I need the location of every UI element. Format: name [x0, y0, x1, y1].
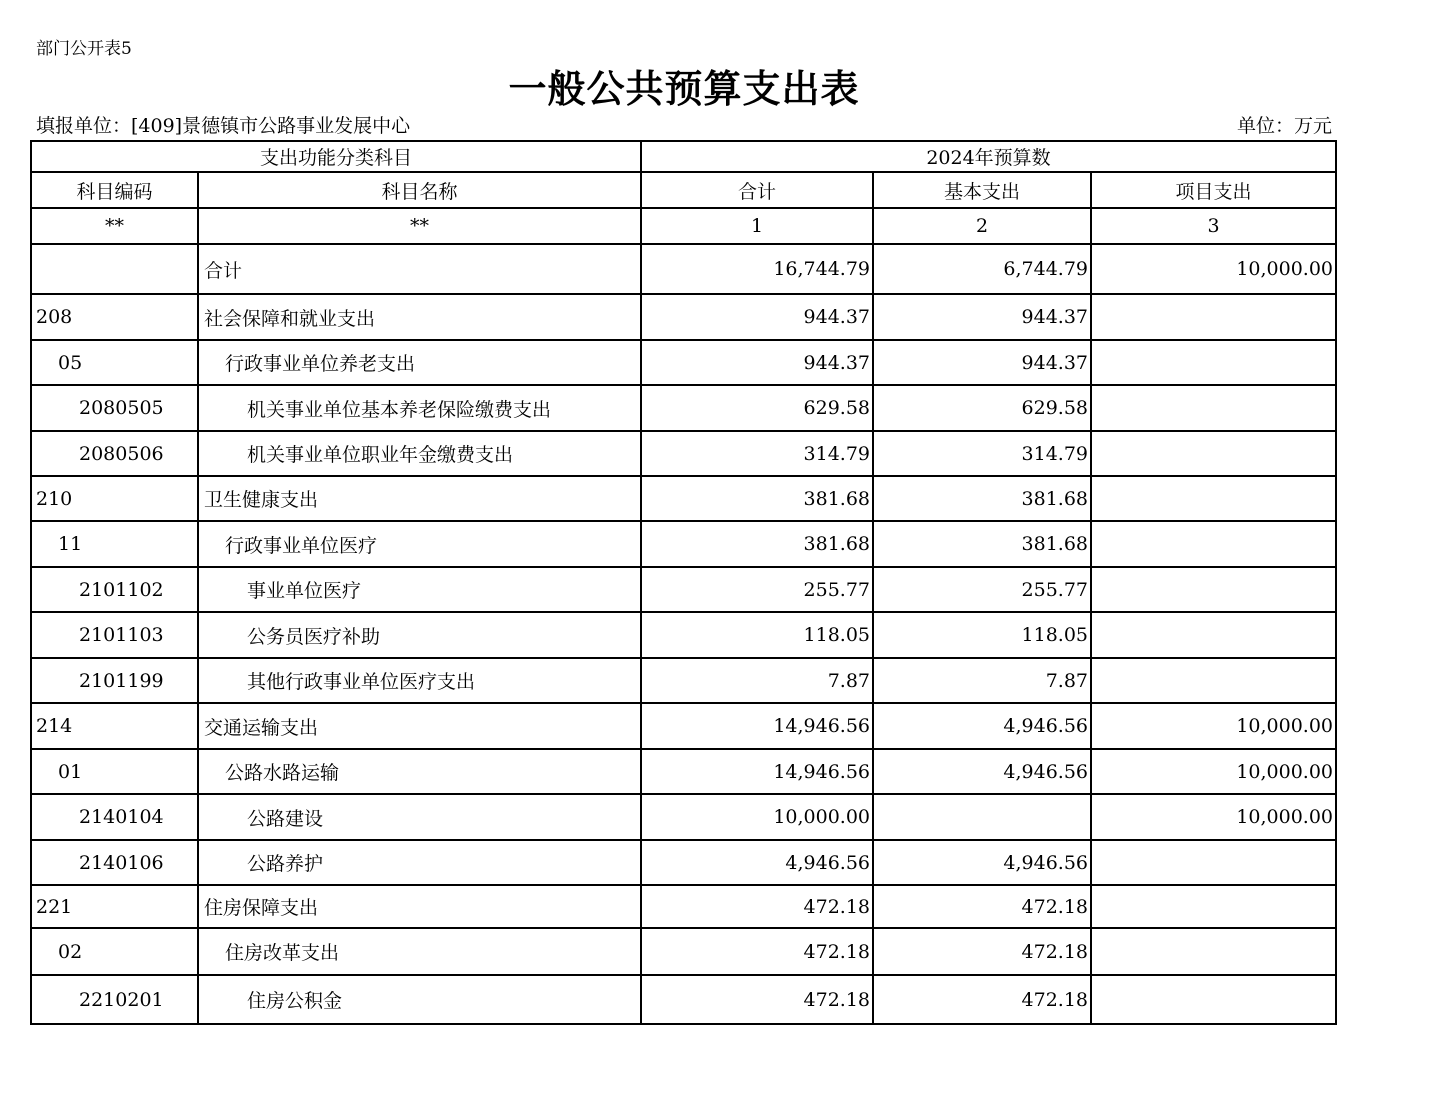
cell-project: 10,000.00 — [1091, 749, 1336, 794]
cell-basic: 314.79 — [873, 431, 1091, 476]
header-budget-year: 2024年预算数 — [641, 141, 1336, 172]
cell-total: 7.87 — [641, 658, 873, 703]
table-row — [31, 431, 1336, 476]
cell-basic: 255.77 — [873, 567, 1091, 612]
cell-code: 221 — [31, 885, 198, 928]
cell-total: 472.18 — [641, 975, 873, 1024]
cell-name: 卫生健康支出 — [198, 476, 641, 521]
cell-code: 2080505 — [31, 385, 198, 431]
cell-project: 10,000.00 — [1091, 703, 1336, 749]
index-basic: 2 — [873, 208, 1091, 244]
cell-code: 214 — [31, 703, 198, 749]
cell-code: 05 — [31, 340, 198, 385]
table-row — [31, 244, 1336, 294]
table-row — [31, 840, 1336, 885]
cell-basic: 4,946.56 — [873, 840, 1091, 885]
cell-project — [1091, 567, 1336, 612]
cell-total: 255.77 — [641, 567, 873, 612]
cell-basic: 472.18 — [873, 975, 1091, 1024]
cell-basic: 4,946.56 — [873, 749, 1091, 794]
cell-project — [1091, 975, 1336, 1024]
index-code: ** — [31, 208, 198, 244]
cell-basic — [873, 794, 1091, 840]
cell-total: 944.37 — [641, 340, 873, 385]
budget-table — [30, 140, 1337, 1025]
cell-name: 其他行政事业单位医疗支出 — [198, 658, 641, 703]
cell-code: 02 — [31, 928, 198, 975]
cell-project — [1091, 340, 1336, 385]
cell-code: 2101102 — [31, 567, 198, 612]
cell-code — [31, 244, 198, 294]
cell-total: 118.05 — [641, 612, 873, 658]
cell-name: 合计 — [198, 244, 641, 294]
cell-basic: 381.68 — [873, 476, 1091, 521]
table-row — [31, 567, 1336, 612]
cell-basic: 381.68 — [873, 521, 1091, 567]
cell-project — [1091, 476, 1336, 521]
reporting-unit: 填报单位：[409]景德镇市公路事业发展中心 — [36, 115, 411, 137]
cell-name: 社会保障和就业支出 — [198, 294, 641, 340]
cell-total: 10,000.00 — [641, 794, 873, 840]
cell-total: 16,744.79 — [641, 244, 873, 294]
cell-total: 944.37 — [641, 294, 873, 340]
cell-name: 住房保障支出 — [198, 885, 641, 928]
cell-code: 210 — [31, 476, 198, 521]
table-row — [31, 975, 1336, 1024]
cell-project: 10,000.00 — [1091, 244, 1336, 294]
cell-project — [1091, 521, 1336, 567]
table-row — [31, 385, 1336, 431]
index-total: 1 — [641, 208, 873, 244]
header-index-row — [31, 208, 1336, 244]
cell-basic: 472.18 — [873, 885, 1091, 928]
cell-basic: 6,744.79 — [873, 244, 1091, 294]
cell-code: 01 — [31, 749, 198, 794]
cell-total: 629.58 — [641, 385, 873, 431]
cell-total: 472.18 — [641, 885, 873, 928]
cell-project — [1091, 885, 1336, 928]
table-row — [31, 476, 1336, 521]
cell-name: 公路水路运输 — [198, 749, 641, 794]
table-row — [31, 703, 1336, 749]
cell-basic: 944.37 — [873, 294, 1091, 340]
header-code: 科目编码 — [31, 172, 198, 208]
table-row — [31, 658, 1336, 703]
table-row — [31, 885, 1336, 928]
table-row — [31, 340, 1336, 385]
cell-name: 行政事业单位医疗 — [198, 521, 641, 567]
cell-name: 公务员医疗补助 — [198, 612, 641, 658]
cell-name: 住房公积金 — [198, 975, 641, 1024]
cell-basic: 629.58 — [873, 385, 1091, 431]
cell-project — [1091, 840, 1336, 885]
table-row — [31, 521, 1336, 567]
cell-basic: 472.18 — [873, 928, 1091, 975]
table-row — [31, 794, 1336, 840]
table-row — [31, 612, 1336, 658]
cell-basic: 4,946.56 — [873, 703, 1091, 749]
cell-code: 2080506 — [31, 431, 198, 476]
cell-project — [1091, 385, 1336, 431]
cell-code: 2140106 — [31, 840, 198, 885]
cell-project — [1091, 928, 1336, 975]
header-group-row — [31, 141, 1336, 172]
cell-code: 2140104 — [31, 794, 198, 840]
currency-unit: 单位：万元 — [1236, 115, 1332, 137]
cell-total: 381.68 — [641, 521, 873, 567]
cell-project — [1091, 294, 1336, 340]
cell-basic: 944.37 — [873, 340, 1091, 385]
cell-name: 行政事业单位养老支出 — [198, 340, 641, 385]
cell-name: 机关事业单位基本养老保险缴费支出 — [198, 385, 641, 431]
table-row — [31, 749, 1336, 794]
cell-code: 2101103 — [31, 612, 198, 658]
cell-basic: 118.05 — [873, 612, 1091, 658]
header-project: 项目支出 — [1091, 172, 1336, 208]
cell-name: 事业单位医疗 — [198, 567, 641, 612]
cell-total: 14,946.56 — [641, 703, 873, 749]
cell-total: 4,946.56 — [641, 840, 873, 885]
header-total: 合计 — [641, 172, 873, 208]
document-label: 部门公开表5 — [36, 39, 132, 59]
cell-total: 381.68 — [641, 476, 873, 521]
cell-code: 208 — [31, 294, 198, 340]
cell-code: 2210201 — [31, 975, 198, 1024]
cell-name: 交通运输支出 — [198, 703, 641, 749]
header-function-category: 支出功能分类科目 — [31, 141, 641, 172]
cell-project — [1091, 658, 1336, 703]
cell-name: 住房改革支出 — [198, 928, 641, 975]
index-name: ** — [198, 208, 641, 244]
cell-code: 2101199 — [31, 658, 198, 703]
cell-total: 472.18 — [641, 928, 873, 975]
cell-total: 314.79 — [641, 431, 873, 476]
cell-code: 11 — [31, 521, 198, 567]
cell-total: 14,946.56 — [641, 749, 873, 794]
cell-name: 公路建设 — [198, 794, 641, 840]
cell-project: 10,000.00 — [1091, 794, 1336, 840]
cell-project — [1091, 612, 1336, 658]
header-basic: 基本支出 — [873, 172, 1091, 208]
unit-row — [36, 111, 1332, 138]
cell-basic: 7.87 — [873, 658, 1091, 703]
table-row — [31, 928, 1336, 975]
cell-name: 机关事业单位职业年金缴费支出 — [198, 431, 641, 476]
header-name: 科目名称 — [198, 172, 641, 208]
cell-project — [1091, 431, 1336, 476]
header-column-row — [31, 172, 1336, 208]
page-title: 一般公共预算支出表 — [508, 66, 860, 111]
table-row — [31, 294, 1336, 340]
index-project: 3 — [1091, 208, 1336, 244]
cell-name: 公路养护 — [198, 840, 641, 885]
